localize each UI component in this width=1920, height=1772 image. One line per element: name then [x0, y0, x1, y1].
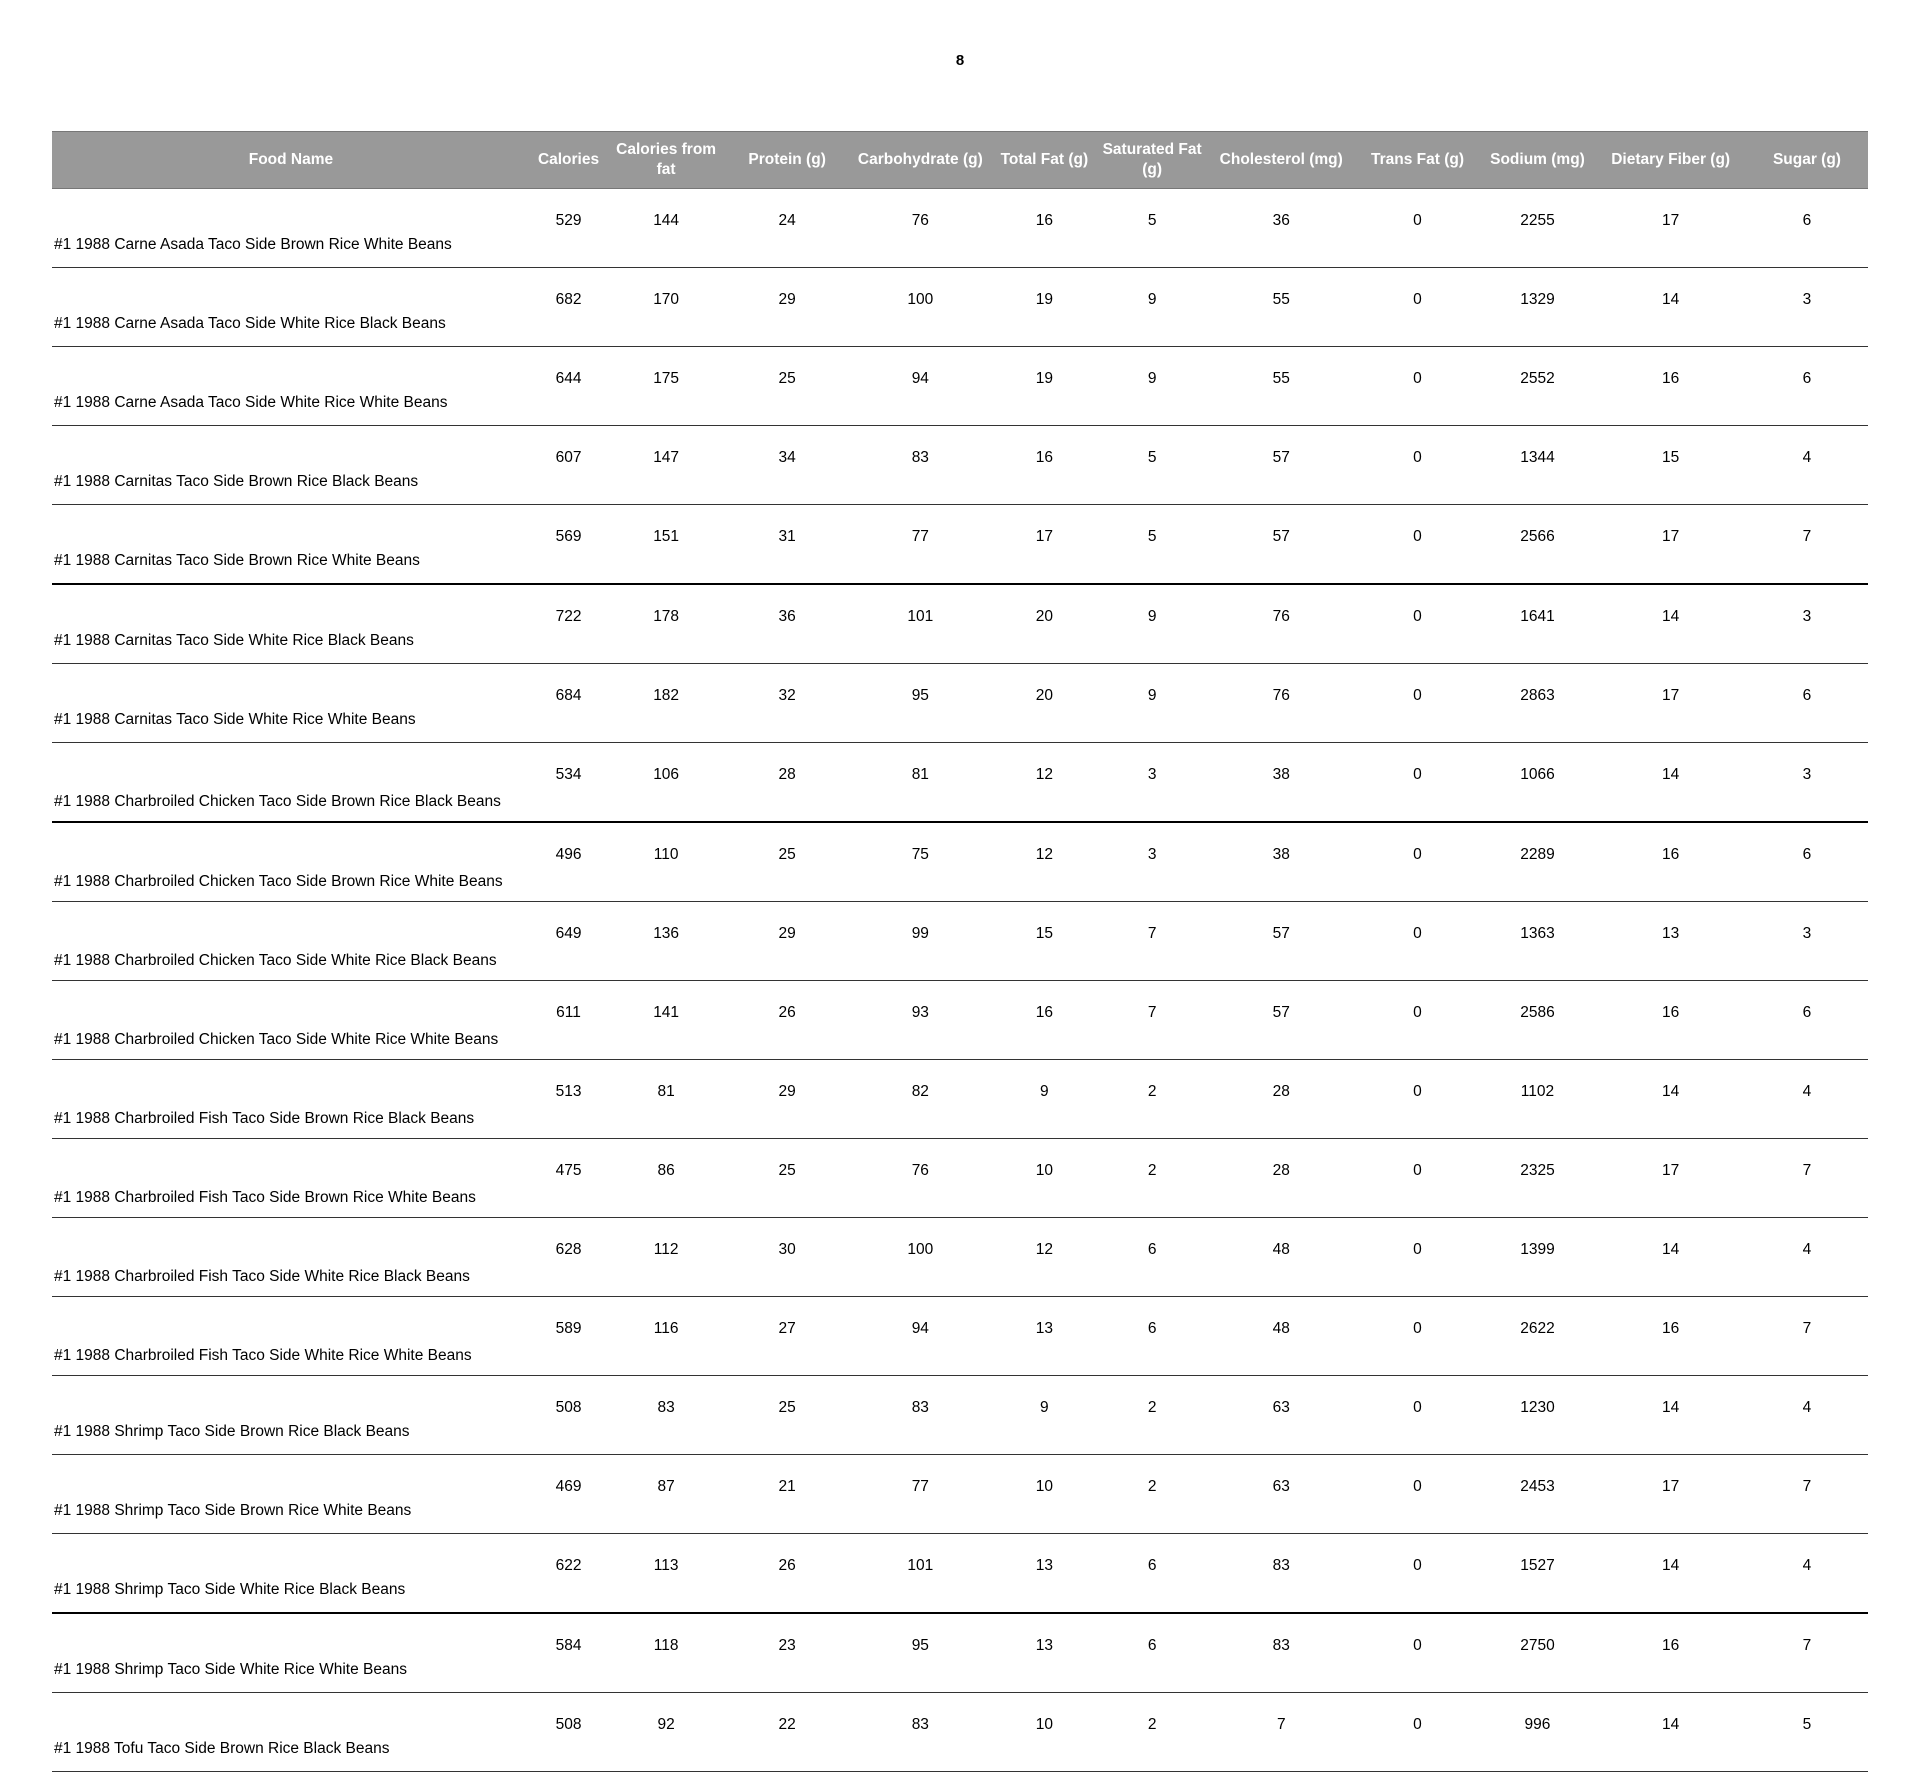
- cell-total-fat: 10: [991, 1693, 1097, 1772]
- cell-carbohydrate: 93: [849, 981, 991, 1060]
- table-row: [52, 1376, 1868, 1455]
- cell-saturated-fat: 2: [1097, 1060, 1207, 1139]
- cell-saturated-fat: 6: [1097, 1218, 1207, 1297]
- header-protein: Protein (g): [725, 132, 849, 189]
- cell-sodium: 2586: [1480, 981, 1596, 1060]
- cell-calories: 496: [530, 822, 607, 902]
- cell-total-fat: 16: [991, 189, 1097, 268]
- table-row: [52, 347, 1868, 426]
- table-row: [52, 1060, 1868, 1139]
- cell-carbohydrate: 83: [849, 1376, 991, 1455]
- cell-trans-fat: 0: [1355, 268, 1479, 347]
- cell-cholesterol: 36: [1207, 189, 1355, 268]
- cell-calories-from-fat: 92: [607, 1693, 725, 1772]
- cell-total-fat: 20: [991, 664, 1097, 743]
- cell-calories-from-fat: 136: [607, 902, 725, 981]
- cell-food-name: #1 1988 Shrimp Taco Side White Rice White Beans: [52, 1613, 530, 1693]
- cell-saturated-fat: 6: [1097, 1297, 1207, 1376]
- cell-total-fat: 10: [991, 1139, 1097, 1218]
- cell-calories-from-fat: 175: [607, 347, 725, 426]
- cell-protein: 22: [725, 1693, 849, 1772]
- cell-food-name: #1 1988 Charbroiled Fish Taco Side White Rice Black Beans: [52, 1218, 530, 1297]
- cell-sugar: 4: [1746, 1060, 1868, 1139]
- cell-carbohydrate: 81: [849, 743, 991, 823]
- cell-calories-from-fat: 151: [607, 505, 725, 585]
- cell-calories-from-fat: 83: [607, 1376, 725, 1455]
- cell-saturated-fat: 5: [1097, 189, 1207, 268]
- cell-carbohydrate: 83: [849, 426, 991, 505]
- cell-trans-fat: 0: [1355, 189, 1479, 268]
- cell-trans-fat: 0: [1355, 1060, 1479, 1139]
- cell-dietary-fiber: 17: [1595, 189, 1745, 268]
- cell-protein: 21: [725, 1455, 849, 1534]
- cell-total-fat: 12: [991, 822, 1097, 902]
- cell-protein: 30: [725, 1218, 849, 1297]
- cell-cholesterol: 28: [1207, 1139, 1355, 1218]
- cell-calories-from-fat: 118: [607, 1613, 725, 1693]
- cell-saturated-fat: 2: [1097, 1376, 1207, 1455]
- cell-total-fat: 20: [991, 584, 1097, 664]
- cell-cholesterol: 76: [1207, 664, 1355, 743]
- cell-total-fat: 16: [991, 426, 1097, 505]
- cell-cholesterol: 55: [1207, 268, 1355, 347]
- cell-protein: 25: [725, 822, 849, 902]
- cell-dietary-fiber: 14: [1595, 1534, 1745, 1614]
- cell-total-fat: 9: [991, 1376, 1097, 1455]
- header-row: [52, 132, 1868, 189]
- cell-food-name: #1 1988 Carnitas Taco Side White Rice White Beans: [52, 664, 530, 743]
- cell-sodium: 2566: [1480, 505, 1596, 585]
- page-number: 8: [955, 52, 965, 69]
- cell-trans-fat: 0: [1355, 426, 1479, 505]
- header-cholesterol: Cholesterol (mg): [1207, 132, 1355, 189]
- cell-calories: 649: [530, 902, 607, 981]
- cell-calories: 508: [530, 1693, 607, 1772]
- cell-food-name: #1 1988 Charbroiled Chicken Taco Side White Rice White Beans: [52, 981, 530, 1060]
- cell-food-name: #1 1988 Shrimp Taco Side White Rice Black Beans: [52, 1534, 530, 1614]
- cell-food-name: #1 1988 Tofu Taco Side Brown Rice Black Beans: [52, 1693, 530, 1772]
- cell-total-fat: 17: [991, 505, 1097, 585]
- cell-sugar: 7: [1746, 505, 1868, 585]
- cell-sugar: 6: [1746, 347, 1868, 426]
- cell-carbohydrate: 100: [849, 268, 991, 347]
- cell-carbohydrate: 77: [849, 505, 991, 585]
- cell-food-name: #1 1988 Charbroiled Chicken Taco Side Brown Rice Black Beans: [52, 743, 530, 823]
- cell-calories-from-fat: 112: [607, 1218, 725, 1297]
- cell-trans-fat: 0: [1355, 822, 1479, 902]
- cell-dietary-fiber: 16: [1595, 822, 1745, 902]
- cell-sugar: 3: [1746, 902, 1868, 981]
- cell-food-name: #1 1988 Carnitas Taco Side Brown Rice Black Beans: [52, 426, 530, 505]
- cell-calories-from-fat: 147: [607, 426, 725, 505]
- cell-calories-from-fat: 87: [607, 1455, 725, 1534]
- cell-sugar: 7: [1746, 1455, 1868, 1534]
- cell-cholesterol: 57: [1207, 426, 1355, 505]
- cell-calories: 508: [530, 1376, 607, 1455]
- table-row: [52, 822, 1868, 902]
- cell-sugar: 7: [1746, 1139, 1868, 1218]
- cell-trans-fat: 0: [1355, 981, 1479, 1060]
- cell-dietary-fiber: 16: [1595, 1297, 1745, 1376]
- cell-sodium: 2325: [1480, 1139, 1596, 1218]
- cell-sodium: 1344: [1480, 426, 1596, 505]
- cell-dietary-fiber: 16: [1595, 347, 1745, 426]
- cell-sugar: 4: [1746, 1218, 1868, 1297]
- cell-protein: 25: [725, 1139, 849, 1218]
- cell-sugar: 3: [1746, 268, 1868, 347]
- header-calories: Calories: [530, 132, 607, 189]
- cell-protein: 28: [725, 743, 849, 823]
- cell-trans-fat: 0: [1355, 347, 1479, 426]
- cell-calories-from-fat: 182: [607, 664, 725, 743]
- cell-trans-fat: 0: [1355, 1376, 1479, 1455]
- cell-sodium: 2255: [1480, 189, 1596, 268]
- cell-calories: 513: [530, 1060, 607, 1139]
- cell-carbohydrate: 95: [849, 664, 991, 743]
- cell-calories-from-fat: 170: [607, 268, 725, 347]
- cell-carbohydrate: 101: [849, 584, 991, 664]
- cell-dietary-fiber: 14: [1595, 1376, 1745, 1455]
- cell-trans-fat: 0: [1355, 664, 1479, 743]
- cell-cholesterol: 48: [1207, 1297, 1355, 1376]
- cell-total-fat: 19: [991, 268, 1097, 347]
- cell-protein: 23: [725, 1613, 849, 1693]
- cell-calories: 684: [530, 664, 607, 743]
- cell-trans-fat: 0: [1355, 584, 1479, 664]
- cell-sodium: 1329: [1480, 268, 1596, 347]
- cell-food-name: #1 1988 Charbroiled Chicken Taco Side Brown Rice White Beans: [52, 822, 530, 902]
- cell-cholesterol: 28: [1207, 1060, 1355, 1139]
- cell-protein: 29: [725, 902, 849, 981]
- cell-cholesterol: 48: [1207, 1218, 1355, 1297]
- cell-sodium: 1066: [1480, 743, 1596, 823]
- cell-sugar: 6: [1746, 822, 1868, 902]
- cell-sodium: 1363: [1480, 902, 1596, 981]
- cell-protein: 31: [725, 505, 849, 585]
- table-row: [52, 1455, 1868, 1534]
- cell-trans-fat: 0: [1355, 1297, 1479, 1376]
- table-row: [52, 902, 1868, 981]
- table-header: [52, 132, 1868, 189]
- cell-saturated-fat: 3: [1097, 743, 1207, 823]
- cell-sodium: 2289: [1480, 822, 1596, 902]
- cell-calories: 529: [530, 189, 607, 268]
- cell-trans-fat: 0: [1355, 902, 1479, 981]
- cell-cholesterol: 38: [1207, 822, 1355, 902]
- cell-protein: 36: [725, 584, 849, 664]
- cell-trans-fat: 0: [1355, 1613, 1479, 1693]
- cell-protein: 24: [725, 189, 849, 268]
- cell-dietary-fiber: 16: [1595, 1613, 1745, 1693]
- cell-calories: 589: [530, 1297, 607, 1376]
- cell-sugar: 7: [1746, 1297, 1868, 1376]
- cell-calories: 569: [530, 505, 607, 585]
- cell-saturated-fat: 9: [1097, 268, 1207, 347]
- cell-total-fat: 13: [991, 1297, 1097, 1376]
- cell-sugar: 6: [1746, 189, 1868, 268]
- cell-dietary-fiber: 17: [1595, 1455, 1745, 1534]
- cell-total-fat: 13: [991, 1534, 1097, 1614]
- cell-saturated-fat: 6: [1097, 1534, 1207, 1614]
- cell-total-fat: 19: [991, 347, 1097, 426]
- cell-dietary-fiber: 17: [1595, 505, 1745, 585]
- cell-carbohydrate: 94: [849, 1297, 991, 1376]
- cell-sugar: 3: [1746, 743, 1868, 823]
- cell-calories-from-fat: 113: [607, 1534, 725, 1614]
- cell-trans-fat: 0: [1355, 1693, 1479, 1772]
- cell-saturated-fat: 9: [1097, 664, 1207, 743]
- table-row: [52, 664, 1868, 743]
- cell-cholesterol: 38: [1207, 743, 1355, 823]
- cell-calories-from-fat: 144: [607, 189, 725, 268]
- cell-calories: 534: [530, 743, 607, 823]
- header-total-fat: Total Fat (g): [991, 132, 1097, 189]
- cell-sodium: 1102: [1480, 1060, 1596, 1139]
- cell-carbohydrate: 76: [849, 1139, 991, 1218]
- cell-sodium: 2453: [1480, 1455, 1596, 1534]
- header-sugar: Sugar (g): [1746, 132, 1868, 189]
- cell-total-fat: 13: [991, 1613, 1097, 1693]
- cell-dietary-fiber: 14: [1595, 743, 1745, 823]
- cell-saturated-fat: 7: [1097, 981, 1207, 1060]
- cell-calories-from-fat: 106: [607, 743, 725, 823]
- cell-food-name: #1 1988 Charbroiled Chicken Taco Side White Rice Black Beans: [52, 902, 530, 981]
- cell-sugar: 6: [1746, 981, 1868, 1060]
- cell-cholesterol: 55: [1207, 347, 1355, 426]
- cell-carbohydrate: 77: [849, 1455, 991, 1534]
- cell-food-name: #1 1988 Carnitas Taco Side Brown Rice White Beans: [52, 505, 530, 585]
- cell-sodium: 1641: [1480, 584, 1596, 664]
- table-row: [52, 268, 1868, 347]
- cell-calories-from-fat: 81: [607, 1060, 725, 1139]
- cell-carbohydrate: 94: [849, 347, 991, 426]
- cell-food-name: #1 1988 Charbroiled Fish Taco Side Brown Rice Black Beans: [52, 1060, 530, 1139]
- cell-cholesterol: 57: [1207, 981, 1355, 1060]
- cell-calories: 611: [530, 981, 607, 1060]
- cell-dietary-fiber: 14: [1595, 268, 1745, 347]
- cell-protein: 26: [725, 981, 849, 1060]
- cell-calories: 722: [530, 584, 607, 664]
- cell-cholesterol: 83: [1207, 1534, 1355, 1614]
- header-calories-from-fat: Calories from fat: [607, 132, 725, 189]
- cell-sodium: 1399: [1480, 1218, 1596, 1297]
- cell-total-fat: 9: [991, 1060, 1097, 1139]
- cell-trans-fat: 0: [1355, 1455, 1479, 1534]
- cell-cholesterol: 57: [1207, 902, 1355, 981]
- table-row: [52, 189, 1868, 268]
- cell-saturated-fat: 5: [1097, 426, 1207, 505]
- cell-calories: 644: [530, 347, 607, 426]
- cell-calories: 682: [530, 268, 607, 347]
- cell-calories-from-fat: 178: [607, 584, 725, 664]
- header-dietary-fiber: Dietary Fiber (g): [1595, 132, 1745, 189]
- cell-carbohydrate: 101: [849, 1534, 991, 1614]
- cell-trans-fat: 0: [1355, 1534, 1479, 1614]
- cell-sodium: 1230: [1480, 1376, 1596, 1455]
- cell-food-name: #1 1988 Charbroiled Fish Taco Side Brown Rice White Beans: [52, 1139, 530, 1218]
- cell-carbohydrate: 100: [849, 1218, 991, 1297]
- cell-calories-from-fat: 86: [607, 1139, 725, 1218]
- cell-calories-from-fat: 110: [607, 822, 725, 902]
- cell-cholesterol: 63: [1207, 1455, 1355, 1534]
- header-saturated-fat: Saturated Fat (g): [1097, 132, 1207, 189]
- cell-dietary-fiber: 13: [1595, 902, 1745, 981]
- cell-calories-from-fat: 141: [607, 981, 725, 1060]
- cell-protein: 27: [725, 1297, 849, 1376]
- cell-dietary-fiber: 17: [1595, 1139, 1745, 1218]
- cell-cholesterol: 83: [1207, 1613, 1355, 1693]
- table-row: [52, 1139, 1868, 1218]
- cell-carbohydrate: 95: [849, 1613, 991, 1693]
- cell-saturated-fat: 9: [1097, 584, 1207, 664]
- cell-sugar: 4: [1746, 426, 1868, 505]
- cell-protein: 34: [725, 426, 849, 505]
- cell-sodium: 2552: [1480, 347, 1596, 426]
- cell-total-fat: 12: [991, 1218, 1097, 1297]
- cell-protein: 29: [725, 1060, 849, 1139]
- cell-dietary-fiber: 15: [1595, 426, 1745, 505]
- cell-sodium: 996: [1480, 1693, 1596, 1772]
- table-row: [52, 1297, 1868, 1376]
- cell-carbohydrate: 75: [849, 822, 991, 902]
- cell-food-name: #1 1988 Carne Asada Taco Side White Rice Black Beans: [52, 268, 530, 347]
- cell-carbohydrate: 83: [849, 1693, 991, 1772]
- cell-trans-fat: 0: [1355, 1139, 1479, 1218]
- header-trans-fat: Trans Fat (g): [1355, 132, 1479, 189]
- cell-sugar: 4: [1746, 1376, 1868, 1455]
- cell-cholesterol: 7: [1207, 1693, 1355, 1772]
- cell-food-name: #1 1988 Carne Asada Taco Side White Rice White Beans: [52, 347, 530, 426]
- cell-protein: 29: [725, 268, 849, 347]
- cell-calories-from-fat: 116: [607, 1297, 725, 1376]
- cell-cholesterol: 76: [1207, 584, 1355, 664]
- cell-protein: 26: [725, 1534, 849, 1614]
- cell-dietary-fiber: 14: [1595, 1693, 1745, 1772]
- cell-trans-fat: 0: [1355, 743, 1479, 823]
- cell-sodium: 2863: [1480, 664, 1596, 743]
- cell-total-fat: 15: [991, 902, 1097, 981]
- cell-protein: 25: [725, 347, 849, 426]
- header-carbohydrate: Carbohydrate (g): [849, 132, 991, 189]
- cell-calories: 475: [530, 1139, 607, 1218]
- cell-food-name: #1 1988 Shrimp Taco Side Brown Rice Black Beans: [52, 1376, 530, 1455]
- cell-total-fat: 10: [991, 1455, 1097, 1534]
- cell-total-fat: 12: [991, 743, 1097, 823]
- cell-calories: 584: [530, 1613, 607, 1693]
- table-row: [52, 743, 1868, 823]
- cell-sugar: 4: [1746, 1534, 1868, 1614]
- cell-carbohydrate: 99: [849, 902, 991, 981]
- cell-dietary-fiber: 16: [1595, 981, 1745, 1060]
- table-row: [52, 1534, 1868, 1614]
- cell-sugar: 5: [1746, 1693, 1868, 1772]
- table-row: [52, 1218, 1868, 1297]
- header-sodium: Sodium (mg): [1480, 132, 1596, 189]
- cell-sugar: 6: [1746, 664, 1868, 743]
- cell-sodium: 2622: [1480, 1297, 1596, 1376]
- table-body: [52, 189, 1868, 1772]
- cell-saturated-fat: 2: [1097, 1455, 1207, 1534]
- table-row: [52, 426, 1868, 505]
- cell-cholesterol: 57: [1207, 505, 1355, 585]
- cell-saturated-fat: 2: [1097, 1139, 1207, 1218]
- cell-sodium: 2750: [1480, 1613, 1596, 1693]
- cell-dietary-fiber: 14: [1595, 1218, 1745, 1297]
- nutrition-table: [52, 131, 1868, 1772]
- cell-calories: 469: [530, 1455, 607, 1534]
- cell-sugar: 7: [1746, 1613, 1868, 1693]
- cell-food-name: #1 1988 Carnitas Taco Side White Rice Black Beans: [52, 584, 530, 664]
- cell-calories: 607: [530, 426, 607, 505]
- cell-food-name: #1 1988 Charbroiled Fish Taco Side White Rice White Beans: [52, 1297, 530, 1376]
- cell-saturated-fat: 3: [1097, 822, 1207, 902]
- cell-trans-fat: 0: [1355, 1218, 1479, 1297]
- cell-trans-fat: 0: [1355, 505, 1479, 585]
- cell-carbohydrate: 82: [849, 1060, 991, 1139]
- cell-saturated-fat: 6: [1097, 1613, 1207, 1693]
- table-row: [52, 1613, 1868, 1693]
- cell-saturated-fat: 9: [1097, 347, 1207, 426]
- header-food-name: Food Name: [52, 132, 530, 189]
- table-row: [52, 1693, 1868, 1772]
- cell-sugar: 3: [1746, 584, 1868, 664]
- cell-saturated-fat: 5: [1097, 505, 1207, 585]
- cell-carbohydrate: 76: [849, 189, 991, 268]
- cell-total-fat: 16: [991, 981, 1097, 1060]
- cell-saturated-fat: 2: [1097, 1693, 1207, 1772]
- cell-protein: 32: [725, 664, 849, 743]
- cell-calories: 622: [530, 1534, 607, 1614]
- cell-food-name: #1 1988 Shrimp Taco Side Brown Rice White Beans: [52, 1455, 530, 1534]
- table-row: [52, 584, 1868, 664]
- cell-cholesterol: 63: [1207, 1376, 1355, 1455]
- cell-dietary-fiber: 14: [1595, 1060, 1745, 1139]
- cell-food-name: #1 1988 Carne Asada Taco Side Brown Rice White Beans: [52, 189, 530, 268]
- table-row: [52, 505, 1868, 585]
- cell-saturated-fat: 7: [1097, 902, 1207, 981]
- cell-dietary-fiber: 14: [1595, 584, 1745, 664]
- cell-dietary-fiber: 17: [1595, 664, 1745, 743]
- cell-protein: 25: [725, 1376, 849, 1455]
- table-row: [52, 981, 1868, 1060]
- cell-calories: 628: [530, 1218, 607, 1297]
- cell-sodium: 1527: [1480, 1534, 1596, 1614]
